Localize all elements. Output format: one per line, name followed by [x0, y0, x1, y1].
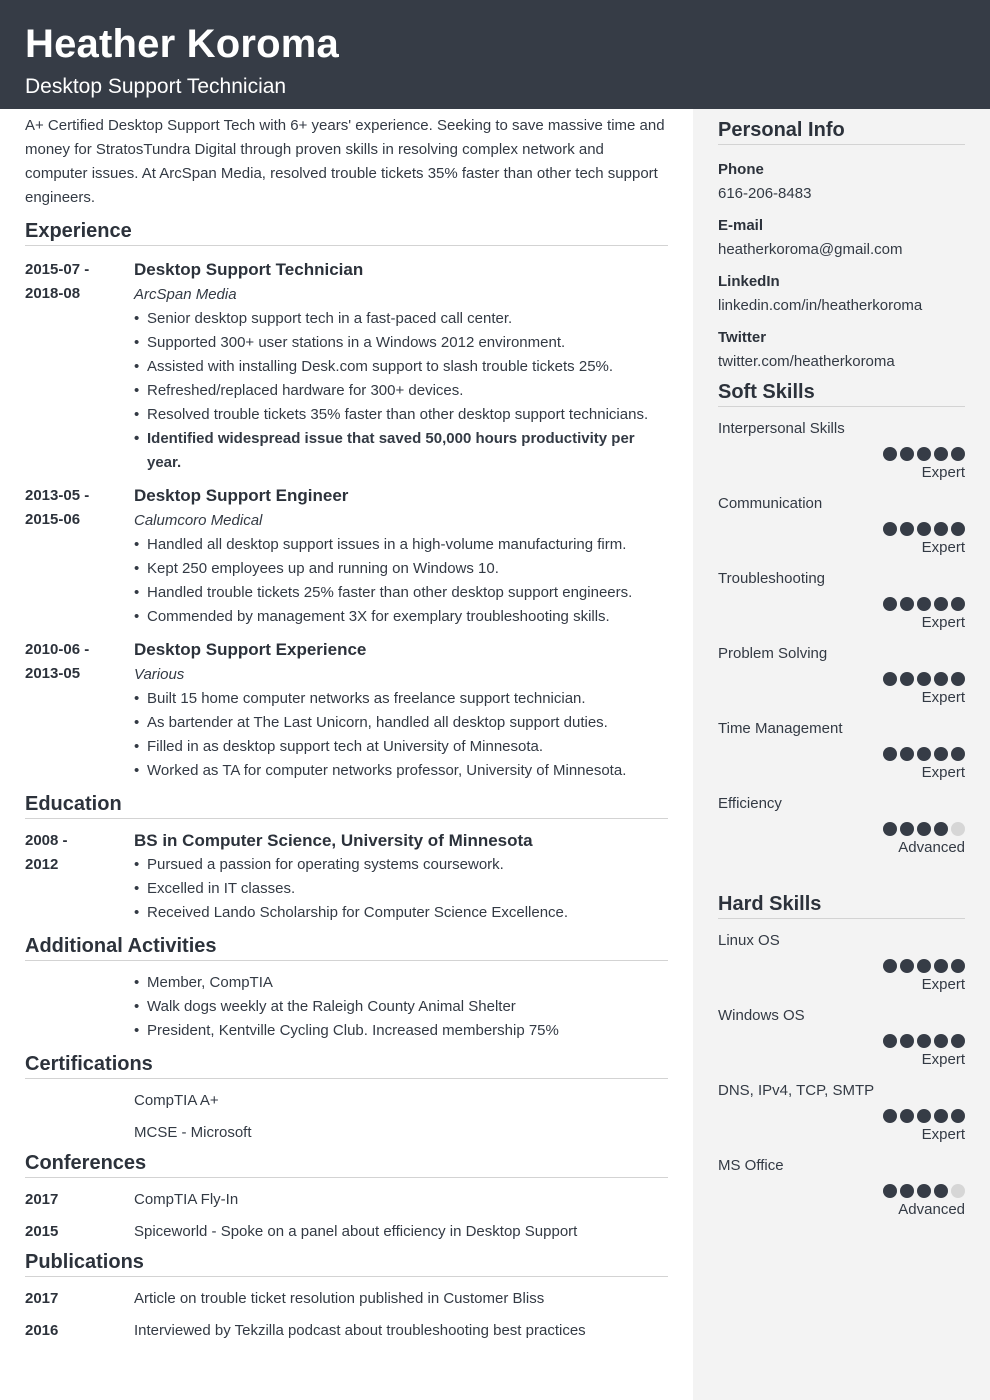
rating-dot-empty	[951, 822, 965, 836]
main-column	[25, 114, 668, 1347]
skill-rating	[718, 1184, 965, 1198]
rating-dot-filled	[934, 822, 948, 836]
rating-dot-filled	[917, 597, 931, 611]
bullet-item: • Excelled in IT classes.	[134, 877, 668, 901]
rating-dot-filled	[934, 959, 948, 973]
experience-entry	[25, 638, 668, 783]
rating-dot-filled	[917, 447, 931, 461]
rating-dot-filled	[900, 597, 914, 611]
rating-dot-filled	[917, 672, 931, 686]
job-bullets	[134, 307, 668, 475]
experience-title: Experience	[25, 219, 668, 246]
skill-name: Efficiency	[718, 795, 782, 812]
skill-name: Interpersonal Skills	[718, 420, 845, 437]
bullet-item: • Senior desktop support tech in a fast-paced call center.	[134, 307, 668, 331]
skill-name: DNS, IPv4, TCP, SMTP	[718, 1082, 875, 1099]
experience-entry	[25, 484, 668, 629]
publication-row	[25, 1283, 668, 1315]
soft-skills-section	[718, 380, 965, 860]
rating-dot-filled	[900, 522, 914, 536]
conference-text: Spiceworld - Spoke on a panel about efficiency in Desktop Support	[134, 1223, 578, 1240]
summary-text: A+ Certified Desktop Support Tech with 6+ years' experience. Seeking to save massive time and money for StratosTundra Digital through proven skills in resolving complex network and computer issues. At ArcSpan Media, resolved trouble tickets 35% faster than other tech support engineers.	[25, 117, 665, 206]
certifications-list	[25, 1085, 668, 1149]
rating-dot-filled	[900, 822, 914, 836]
experience-body	[134, 638, 668, 783]
bullet-item: • As bartender at The Last Unicorn, handled all desktop support duties.	[134, 711, 668, 735]
rating-dot-filled	[917, 1034, 931, 1048]
rating-dot-filled	[900, 959, 914, 973]
skill-name: Time Management	[718, 720, 843, 737]
company-name: ArcSpan Media	[134, 286, 237, 303]
rating-dot-filled	[934, 522, 948, 536]
experience-dates	[25, 258, 134, 475]
skill-rating	[718, 447, 965, 461]
skill-rating	[718, 1034, 965, 1048]
soft-skills-title: Soft Skills	[718, 380, 965, 407]
rating-dot-filled	[883, 672, 897, 686]
rating-dot-filled	[917, 959, 931, 973]
candidate-role: Desktop Support Technician	[25, 75, 287, 98]
skill-item	[718, 792, 965, 860]
education-dates	[25, 829, 134, 925]
rating-dot-filled	[951, 1109, 965, 1123]
rating-dot-filled	[934, 1034, 948, 1048]
company-name: Various	[134, 666, 185, 683]
rating-dot-empty	[951, 1184, 965, 1198]
skill-rating	[718, 597, 965, 611]
certification-spacer	[25, 1117, 134, 1149]
conference-text: CompTIA Fly-In	[134, 1191, 239, 1208]
rating-dot-filled	[883, 1034, 897, 1048]
skill-rating	[718, 959, 965, 973]
skill-item	[718, 929, 965, 997]
experience-date-start: 2010-06 -	[25, 641, 90, 658]
bullet-item: • Handled all desktop support issues in a high-volume manufacturing firm.	[134, 533, 668, 557]
experience-body	[134, 258, 668, 475]
skill-level: Expert	[921, 689, 965, 706]
skill-item	[718, 417, 965, 485]
skill-item	[718, 1004, 965, 1072]
personal-info-section	[718, 118, 965, 374]
resume-header	[0, 0, 990, 109]
rating-dot-filled	[883, 1184, 897, 1198]
skill-rating	[718, 822, 965, 836]
experience-date-end: 2015-06	[25, 511, 81, 528]
bullet-item: • Pursued a passion for operating systems coursework.	[134, 853, 668, 877]
education-date-end: 2012	[25, 856, 59, 873]
experience-date-start: 2015-07 -	[25, 261, 90, 278]
education-bullets	[134, 853, 668, 925]
publications-list	[25, 1283, 668, 1347]
twitter-label: Twitter	[718, 329, 767, 346]
job-bullets	[134, 533, 668, 629]
activities-entry	[25, 971, 668, 1043]
conference-row	[25, 1184, 668, 1216]
rating-dot-filled	[917, 1109, 931, 1123]
linkedin-value[interactable]: linkedin.com/in/heatherkoroma	[718, 297, 923, 314]
rating-dot-filled	[900, 1109, 914, 1123]
job-title: Desktop Support Engineer	[134, 486, 349, 505]
skill-name: Linux OS	[718, 932, 780, 949]
rating-dot-filled	[883, 747, 897, 761]
publications-title: Publications	[25, 1250, 668, 1277]
hard-skills-section	[718, 892, 965, 1222]
skill-level: Expert	[921, 464, 965, 481]
skill-level: Expert	[921, 976, 965, 993]
rating-dot-filled	[951, 447, 965, 461]
hard-skills-title: Hard Skills	[718, 892, 965, 919]
skill-level: Expert	[921, 1126, 965, 1143]
skill-item	[718, 492, 965, 560]
rating-dot-filled	[900, 1184, 914, 1198]
skill-name: Problem Solving	[718, 645, 828, 662]
rating-dot-filled	[951, 522, 965, 536]
experience-date-start: 2013-05 -	[25, 487, 90, 504]
hard-skills-list	[718, 929, 965, 1222]
rating-dot-filled	[883, 822, 897, 836]
bullet-item: • Worked as TA for computer networks professor, University of Minnesota.	[134, 759, 668, 783]
rating-dot-filled	[900, 672, 914, 686]
bullet-item: • Assisted with installing Desk.com support to slash trouble tickets 25%.	[134, 355, 668, 379]
education-entry	[25, 829, 668, 925]
email-value[interactable]: heatherkoroma@gmail.com	[718, 241, 903, 258]
skill-level: Expert	[921, 1051, 965, 1068]
bullet-item: • Commended by management 3X for exemplary troubleshooting skills.	[134, 605, 668, 629]
rating-dot-filled	[934, 1109, 948, 1123]
skill-level: Expert	[921, 539, 965, 556]
skill-name: Troubleshooting	[718, 570, 826, 587]
rating-dot-filled	[917, 522, 931, 536]
experience-list	[25, 258, 668, 783]
skill-level: Advanced	[898, 1201, 965, 1218]
rating-dot-filled	[883, 522, 897, 536]
experience-date-end: 2013-05	[25, 665, 81, 682]
bullet-item: • Built 15 home computer networks as freelance support technician.	[134, 687, 668, 711]
skill-rating	[718, 1109, 965, 1123]
publication-text: Article on trouble ticket resolution published in Customer Bliss	[134, 1290, 545, 1307]
skill-rating	[718, 747, 965, 761]
bullet-item: • Identified widespread issue that saved 50,000 hours productivity per year.	[134, 427, 668, 475]
job-title: Desktop Support Technician	[134, 260, 364, 279]
phone-value: 616-206-8483	[718, 185, 812, 202]
rating-dot-filled	[900, 447, 914, 461]
publication-year: 2017	[25, 1290, 59, 1307]
education-date-start: 2008 -	[25, 832, 68, 849]
rating-dot-filled	[917, 747, 931, 761]
conference-row	[25, 1216, 668, 1248]
email-label: E-mail	[718, 217, 764, 234]
education-title: Education	[25, 792, 668, 819]
rating-dot-filled	[951, 597, 965, 611]
activities-bullets	[134, 971, 668, 1043]
bullet-item: • Filled in as desktop support tech at University of Minnesota.	[134, 735, 668, 759]
skill-name: Communication	[718, 495, 823, 512]
company-name: Calumcoro Medical	[134, 512, 263, 529]
rating-dot-filled	[883, 597, 897, 611]
rating-dot-filled	[934, 747, 948, 761]
rating-dot-filled	[883, 959, 897, 973]
skill-name: Windows OS	[718, 1007, 805, 1024]
skill-item	[718, 567, 965, 635]
skill-item	[718, 1154, 965, 1222]
candidate-name: Heather Koroma	[25, 22, 339, 66]
activities-title: Additional Activities	[25, 934, 668, 961]
experience-dates	[25, 484, 134, 629]
publication-text: Interviewed by Tekzilla podcast about troubleshooting best practices	[134, 1322, 586, 1339]
certification-name: CompTIA A+	[134, 1092, 219, 1109]
skill-rating	[718, 672, 965, 686]
phone-label: Phone	[718, 161, 764, 178]
skill-item	[718, 717, 965, 785]
rating-dot-filled	[951, 672, 965, 686]
publication-row	[25, 1315, 668, 1347]
bullet-item: • Received Lando Scholarship for Computer Science Excellence.	[134, 901, 668, 925]
job-bullets	[134, 687, 668, 783]
certification-row	[25, 1117, 668, 1149]
skill-item	[718, 1079, 965, 1147]
rating-dot-filled	[951, 747, 965, 761]
education-degree: BS in Computer Science, University of Minnesota	[134, 831, 533, 850]
conference-year: 2015	[25, 1223, 59, 1240]
rating-dot-filled	[934, 447, 948, 461]
rating-dot-filled	[917, 822, 931, 836]
certifications-title: Certifications	[25, 1052, 668, 1079]
certification-name: MCSE - Microsoft	[134, 1124, 252, 1141]
experience-date-end: 2018-08	[25, 285, 81, 302]
bullet-item: • Handled trouble tickets 25% faster than other desktop support engineers.	[134, 581, 668, 605]
bullet-item: • Kept 250 employees up and running on Windows 10.	[134, 557, 668, 581]
skill-name: MS Office	[718, 1157, 784, 1174]
twitter-value[interactable]: twitter.com/heatherkoroma	[718, 353, 895, 370]
rating-dot-filled	[951, 959, 965, 973]
rating-dot-filled	[883, 447, 897, 461]
sidebar	[693, 109, 990, 1400]
conferences-title: Conferences	[25, 1151, 668, 1178]
rating-dot-filled	[917, 1184, 931, 1198]
bullet-item: • Refreshed/replaced hardware for 300+ devices.	[134, 379, 668, 403]
education-body	[134, 829, 668, 925]
rating-dot-filled	[934, 672, 948, 686]
bullet-item: • Supported 300+ user stations in a Windows 2012 environment.	[134, 331, 668, 355]
conference-year: 2017	[25, 1191, 59, 1208]
skill-level: Advanced	[898, 839, 965, 856]
rating-dot-filled	[934, 1184, 948, 1198]
skill-level: Expert	[921, 614, 965, 631]
bullet-item: • Walk dogs weekly at the Raleigh County Animal Shelter	[134, 995, 668, 1019]
rating-dot-filled	[883, 1109, 897, 1123]
skill-item	[718, 642, 965, 710]
conferences-list	[25, 1184, 668, 1248]
skill-level: Expert	[921, 764, 965, 781]
rating-dot-filled	[951, 1034, 965, 1048]
experience-body	[134, 484, 668, 629]
linkedin-label: LinkedIn	[718, 273, 780, 290]
bullet-item: • Resolved trouble tickets 35% faster than other desktop support technicians.	[134, 403, 668, 427]
certification-row	[25, 1085, 668, 1117]
bullet-item: • President, Kentville Cycling Club. Increased membership 75%	[134, 1019, 668, 1043]
skill-rating	[718, 522, 965, 536]
certification-spacer	[25, 1085, 134, 1117]
rating-dot-filled	[900, 747, 914, 761]
publication-year: 2016	[25, 1322, 59, 1339]
job-title: Desktop Support Experience	[134, 640, 367, 659]
personal-info-title: Personal Info	[718, 118, 965, 145]
bullet-item: • Member, CompTIA	[134, 971, 668, 995]
soft-skills-list	[718, 417, 965, 860]
experience-dates	[25, 638, 134, 783]
rating-dot-filled	[900, 1034, 914, 1048]
rating-dot-filled	[934, 597, 948, 611]
experience-entry	[25, 258, 668, 475]
